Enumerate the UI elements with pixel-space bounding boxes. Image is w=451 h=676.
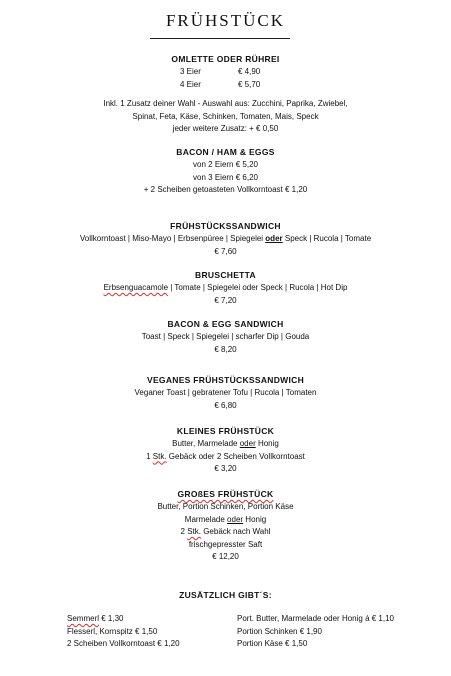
desc-text: Gebäck oder 2 Scheiben Vollkorntoast: [166, 451, 305, 461]
item-price: € 12,20: [212, 552, 239, 561]
item-line: von 2 Eiern € 5,20: [193, 160, 258, 169]
desc-emphasis: oder: [227, 514, 244, 524]
desc-text: Vollkorntoast | Miso-Mayo | Erbsenpüree | Spiegelei: [79, 234, 266, 243]
item-price: € 6,80: [214, 400, 237, 410]
desc-text: Marmelade: [184, 514, 228, 524]
section-breakfast-sandwich: [0, 220, 451, 258]
desc-text: Butter, Marmelade: [172, 439, 240, 448]
desc-text: Speck | Rucola | Tomate: [282, 234, 372, 243]
item-line: von 3 Eiern € 6,20: [193, 172, 258, 182]
desc-text: 1: [146, 451, 153, 461]
extra-item: Port. Butter, Marmelade oder Honig á € 1,10: [237, 614, 394, 623]
note-line: jeder weitere Zusatz: + € 0,50: [172, 124, 279, 133]
note-line: Spinat, Feta, Käse, Schinken, Tomaten, Mais, Speck: [132, 111, 319, 121]
section-bacon-egg-sandwich: [0, 318, 451, 356]
section-extras-heading: [0, 589, 451, 602]
section-vegan-sandwich: [0, 374, 451, 412]
note-line: Inkl. 1 Zusatz deiner Wahl - Auswahl aus: Zucchini, Paprika, Zwiebel,: [103, 99, 348, 108]
section-heading: BRUSCHETTA: [195, 270, 256, 280]
item-description: Toast | Speck | Spiegelei | scharfer Dip | Gouda: [141, 332, 310, 341]
item-price: € 4,90: [238, 67, 261, 76]
desc-text: Stk.: [152, 451, 167, 461]
section-heading: FRÜHSTÜCKSSANDWICH: [170, 221, 281, 231]
extra-text: Semmerl: [67, 614, 100, 623]
item-description: [0, 233, 451, 246]
section-bruschetta: [0, 269, 451, 307]
section-heading: VEGANES FRÜHSTÜCKSSANDWICH: [146, 375, 305, 385]
desc-text: 2: [180, 527, 188, 536]
item-line: [0, 526, 451, 539]
extra-item: [67, 613, 180, 626]
extra-item: Portion Schinken € 1,90: [237, 626, 322, 636]
item-description: [0, 282, 451, 295]
item-price: € 7,60: [214, 246, 237, 256]
desc-text: Gebäck nach Wahl: [200, 527, 271, 536]
extras-left-column: [67, 613, 180, 651]
extra-text: € 1,30: [99, 614, 124, 623]
desc-emphasis: oder: [265, 234, 283, 243]
item-line: + 2 Scheiben getoasteten Vollkorntoast € 1,20: [143, 185, 308, 194]
item-label: 4 Eier: [180, 79, 201, 89]
price-row: [0, 79, 451, 92]
item-label: 3 Eier: [180, 67, 201, 76]
desc-text: Stk.: [187, 527, 201, 536]
extras-right-column: [237, 613, 394, 651]
heading-text: GROßES FRÜHSTÜCK: [177, 489, 274, 499]
extra-item: Portion Käse € 1,50: [237, 639, 308, 648]
section-heading: KLEINES FRÜHSTÜCK: [176, 426, 275, 436]
section-heading: [0, 488, 451, 501]
section-large-breakfast: [0, 488, 451, 564]
section-heading: ZUSÄTZLICH GIBT´S:: [179, 590, 272, 600]
item-price: € 7,20: [214, 295, 237, 305]
extra-item: Flesserl, Kornspitz € 1,50: [67, 626, 158, 636]
title-divider: [150, 38, 290, 39]
desc-text: Honig: [243, 514, 267, 524]
section-heading: OMLETTE ODER RÜHREI: [171, 54, 280, 64]
item-line: [0, 451, 451, 464]
item-price: € 5,70: [238, 79, 261, 89]
item-line: frischgepresster Saft: [188, 539, 263, 549]
item-price: € 8,20: [214, 344, 237, 354]
page-title: FRÜHSTÜCK: [165, 11, 286, 30]
item-line: Butter, Portion Schinken, Portion Käse: [157, 502, 294, 511]
item-line: [0, 438, 451, 451]
extra-item: 2 Scheiben Vollkorntoast € 1,20: [67, 639, 180, 648]
desc-text: Erbsenguacamole: [103, 283, 169, 292]
desc-text: | Tomate | Spiegelei oder Speck | Rucola | Hot Dip: [168, 283, 348, 292]
desc-emphasis: oder: [239, 439, 256, 448]
item-line: [0, 514, 451, 527]
item-price: € 3,20: [214, 464, 237, 473]
item-description: Veganer Toast | gebratener Tofu | Rucola | Tomaten: [134, 388, 317, 397]
section-heading: BACON / HAM & EGGS: [176, 147, 275, 157]
section-omelette: [0, 53, 451, 136]
price-row: [0, 66, 451, 79]
section-heading: BACON & EGG SANDWICH: [167, 319, 284, 329]
desc-text: Honig: [255, 439, 279, 448]
section-bacon-ham-eggs: [0, 146, 451, 197]
section-small-breakfast: [0, 425, 451, 476]
